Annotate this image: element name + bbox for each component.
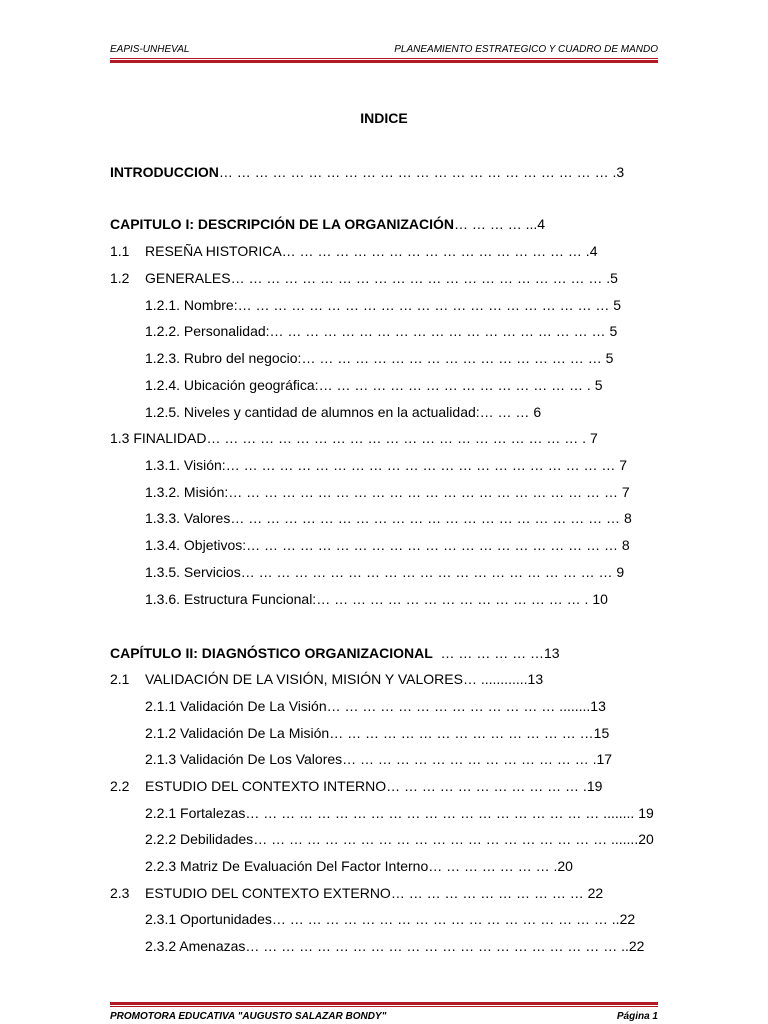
page-footer bbox=[110, 1011, 658, 1022]
toc-entry-2-1-1[interactable]: 2.1.1 Validación De La Visión… … … … … … … … … … … … … ........13 bbox=[145, 698, 606, 714]
toc-entry-1-3-2[interactable]: 1.3.2. Misión:… … … … … … … … … … … … … … … … … … … … … … 7 bbox=[145, 484, 630, 500]
toc-entry-1-2-4[interactable]: 1.2.4. Ubicación geográfica:… … … … … … … … … … … … … … … . 5 bbox=[145, 377, 603, 393]
footer-rule bbox=[110, 1002, 658, 1007]
toc-entry-introduccion[interactable]: INTRODUCCION… … … … … … … … … … … … … … … … … … … … … … .3 bbox=[110, 164, 625, 180]
toc-entry-1-2-5[interactable]: 1.2.5. Niveles y cantidad de alumnos en la actualidad:… … … 6 bbox=[145, 404, 542, 420]
toc-entry-1-3-3[interactable]: 1.3.3. Valores… … … … … … … … … … … … … … … … … … … … … … 8 bbox=[145, 510, 632, 526]
toc-entry-2-2-3[interactable]: 2.2.3 Matriz De Evaluación Del Factor Interno… … … … … … … .20 bbox=[145, 858, 573, 874]
toc-entry-2-2[interactable]: 2.2 ESTUDIO DEL CONTEXTO INTERNO… … … … … … … … … … … .19 bbox=[110, 778, 603, 794]
header-left: EAPIS-UNHEVAL bbox=[110, 44, 190, 55]
toc-entry-2-3-1[interactable]: 2.3.1 Oportunidades… … … … … … … … … … … … … … … … … … … ..22 bbox=[145, 911, 636, 927]
page-number: Página 1 bbox=[616, 1011, 658, 1022]
header-rule bbox=[110, 58, 658, 63]
toc-entry-capitulo-2[interactable]: CAPÍTULO II: DIAGNÓSTICO ORGANIZACIONAL … … … … … …13 bbox=[110, 645, 560, 661]
toc-entry-1-3-5[interactable]: 1.3.5. Servicios… … … … … … … … … … … … … … … … … … … … … 9 bbox=[145, 564, 625, 580]
toc-entry-1-2-3[interactable]: 1.2.3. Rubro del negocio:… … … … … … … … … … … … … … … … … 5 bbox=[145, 350, 614, 366]
toc-entry-1-1[interactable]: 1.1 RESEÑA HISTORICA… … … … … … … … … … … … … … … … … .4 bbox=[110, 243, 598, 259]
page-title: INDICE bbox=[360, 110, 408, 126]
toc-entry-2-1-2[interactable]: 2.1.2 Validación De La Misión… … … … … … … … … … … … … … …15 bbox=[145, 725, 610, 741]
header-right: PLANEAMIENTO ESTRATEGICO Y CUADRO DE MANDO bbox=[394, 44, 658, 55]
toc-entry-2-3[interactable]: 2.3 ESTUDIO DEL CONTEXTO EXTERNO… … … … … … … … … … … 22 bbox=[110, 885, 604, 901]
footer-left: PROMOTORA EDUCATIVA "AUGUSTO SALAZAR BONDY" bbox=[110, 1011, 387, 1022]
toc-entry-1-2[interactable]: 1.2 GENERALES… … … … … … … … … … … … … … … … … … … … … .5 bbox=[110, 270, 618, 286]
toc-entry-capitulo-1[interactable]: CAPITULO I: DESCRIPCIÓN DE LA ORGANIZACIÓN… … … … ...4 bbox=[110, 216, 546, 232]
toc-entry-2-2-1[interactable]: 2.2.1 Fortalezas… … … … … … … … … … … … … … … … … … … … ........ 19 bbox=[145, 805, 654, 821]
toc-entry-1-3-6[interactable]: 1.3.6. Estructura Funcional:… … … … … … … … … … … … … … … . 10 bbox=[145, 591, 608, 607]
toc-entry-1-3-1[interactable]: 1.3.1. Visión:… … … … … … … … … … … … … … … … … … … … … … 7 bbox=[145, 457, 628, 473]
toc-entry-2-3-2[interactable]: 2.3.2 Amenazas… … … … … … … … … … … … … … … … … … … … … ..22 bbox=[145, 938, 645, 954]
toc-entry-2-1[interactable]: 2.1 VALIDACIÓN DE LA VISIÓN, MISIÓN Y VALORES… ............13 bbox=[110, 671, 544, 687]
toc-entry-1-3[interactable]: 1.3 FINALIDAD… … … … … … … … … … … … … … … … … … … … … . 7 bbox=[110, 430, 598, 446]
toc-entry-1-2-1[interactable]: 1.2.1. Nombre:… … … … … … … … … … … … … … … … … … … … … 5 bbox=[145, 297, 622, 313]
toc-entry-2-1-3[interactable]: 2.1.3 Validación De Los Valores… … … … … … … … … … … … … … .17 bbox=[145, 751, 613, 767]
toc-entry-2-2-2[interactable]: 2.2.2 Debilidades… … … … … … … … … … … … … … … … … … … … .......20 bbox=[145, 831, 654, 847]
toc-entry-1-2-2[interactable]: 1.2.2. Personalidad:… … … … … … … … … … … … … … … … … … … 5 bbox=[145, 323, 618, 339]
page-header bbox=[110, 44, 658, 55]
toc-entry-1-3-4[interactable]: 1.3.4. Objetivos:… … … … … … … … … … … … … … … … … … … … … 8 bbox=[145, 537, 630, 553]
